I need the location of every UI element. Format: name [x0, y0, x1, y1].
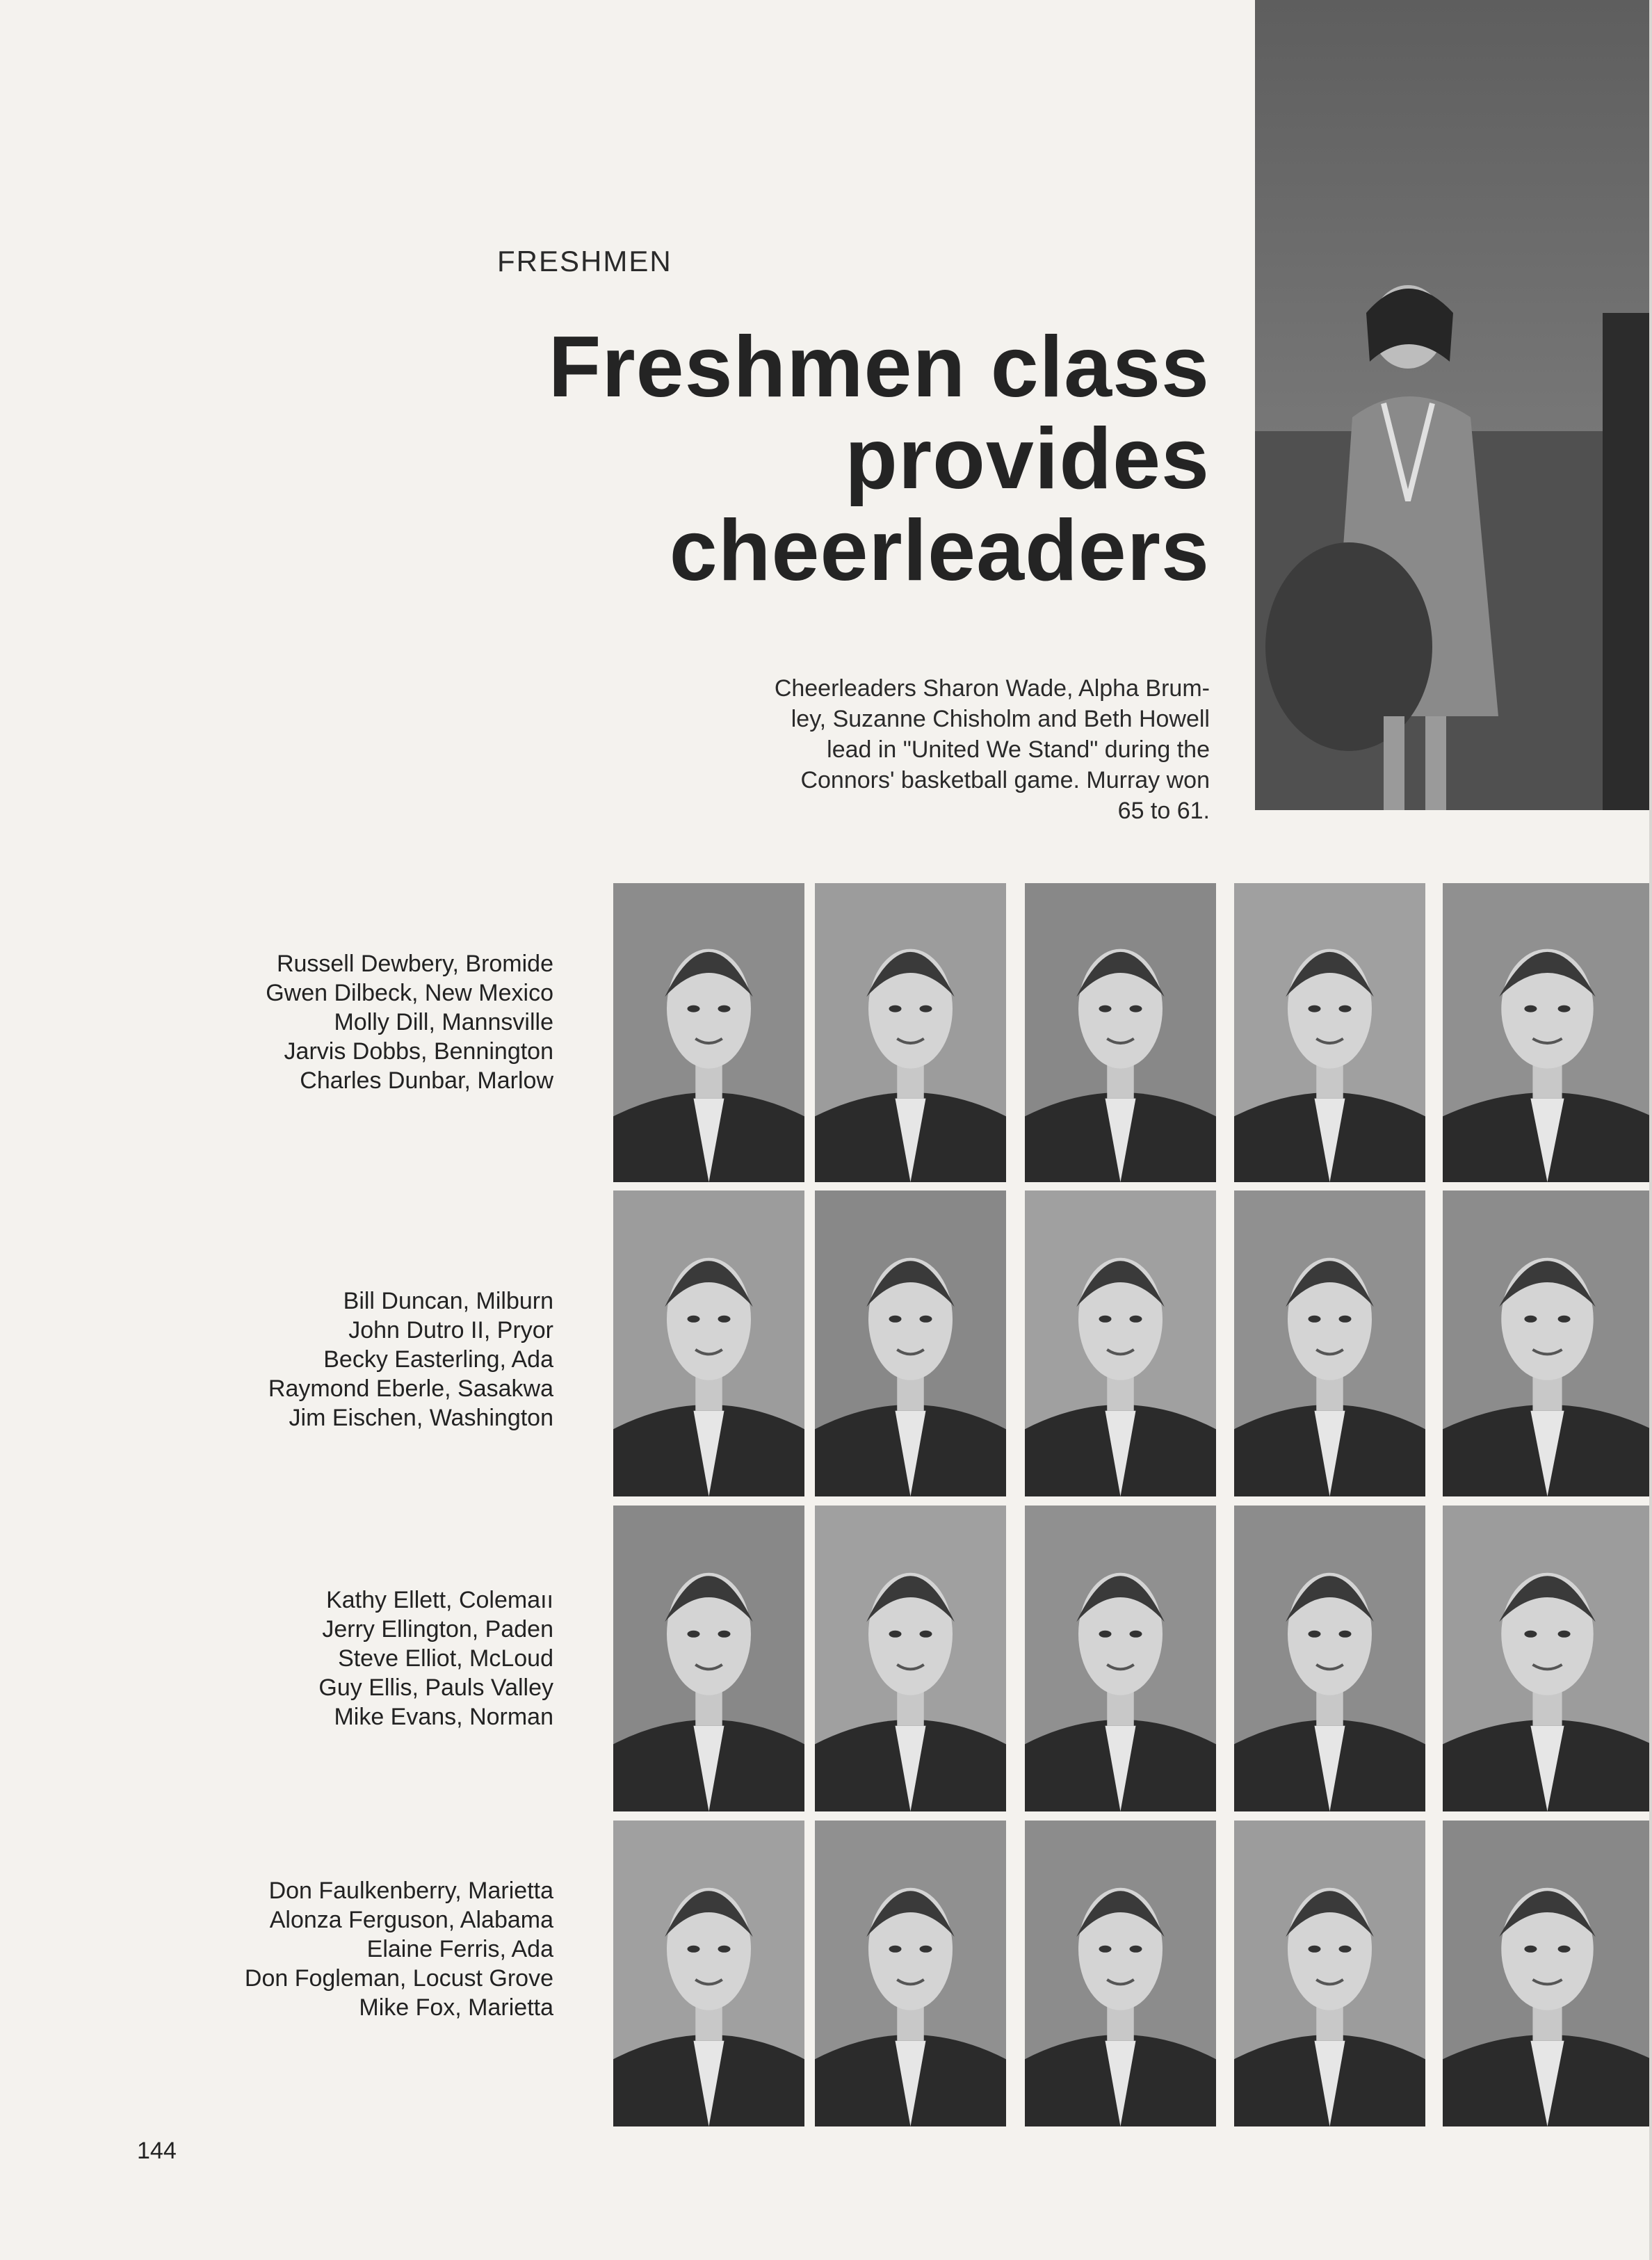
name-list — [67, 949, 553, 1095]
headline — [375, 321, 1210, 597]
caption-line: lead in "United We Stand" during the — [827, 736, 1210, 763]
cheerleader-photo — [1255, 0, 1652, 810]
name-list — [67, 1286, 553, 1432]
name-entry: Gwen Dilbeck, New Mexico — [266, 980, 553, 1006]
name-entry: John Dutro II, Pryor — [348, 1317, 553, 1343]
portrait-photo — [1234, 883, 1425, 1182]
photo-caption — [640, 673, 1210, 826]
portrait-photo — [1025, 883, 1216, 1182]
portrait-photo — [613, 1190, 804, 1496]
caption-line: ley, Suzanne Chisholm and Beth Howell — [791, 706, 1210, 732]
name-entry: Don Fogleman, Locust Grove — [244, 1965, 553, 1992]
portrait-photo — [815, 1821, 1006, 2126]
name-list — [67, 1876, 553, 2022]
name-entry: Raymond Eberle, Sasakwa — [268, 1375, 553, 1402]
name-entry: Steve Elliot, McLoud — [338, 1645, 553, 1672]
portrait-photo — [1234, 1506, 1425, 1811]
caption-line: Cheerleaders Sharon Wade, Alpha Brum- — [774, 675, 1210, 702]
section-label: FRESHMEN — [497, 245, 672, 277]
name-entry: Bill Duncan, Milburn — [343, 1288, 553, 1314]
name-entry: Guy Ellis, Pauls Valley — [318, 1674, 553, 1701]
name-entry: Molly Dill, Mannsville — [334, 1009, 553, 1035]
portrait-photo — [1025, 1190, 1216, 1496]
caption-line: 65 to 61. — [1117, 798, 1210, 824]
portrait-photo — [815, 1190, 1006, 1496]
name-list — [67, 1585, 553, 1732]
page-number: 144 — [137, 2138, 177, 2164]
portrait-photo — [1025, 1506, 1216, 1811]
portrait-photo — [1443, 1506, 1652, 1811]
name-entry: Elaine Ferris, Ada — [366, 1936, 553, 1962]
portrait-photo — [1234, 1821, 1425, 2126]
name-entry: Jarvis Dobbs, Bennington — [284, 1038, 553, 1065]
name-entry: Mike Fox, Marietta — [359, 1994, 553, 2021]
name-entry: Don Faulkenberry, Marietta — [268, 1878, 553, 1904]
name-entry: Mike Evans, Norman — [334, 1704, 553, 1730]
portrait-photo — [613, 1506, 804, 1811]
portrait-photo — [1443, 1190, 1652, 1496]
name-entry: Jerry Ellington, Paden — [322, 1616, 553, 1642]
headline-line: cheerleaders — [669, 503, 1210, 599]
name-entry: Becky Easterling, Ada — [323, 1346, 553, 1373]
name-entry: Jim Eischen, Washington — [289, 1405, 553, 1431]
portrait-photo — [815, 883, 1006, 1182]
portrait-photo — [1443, 883, 1652, 1182]
headline-line: Freshmen class — [548, 319, 1210, 415]
portrait-photo — [1234, 1190, 1425, 1496]
portrait-photo — [1025, 1821, 1216, 2126]
portrait-photo — [613, 883, 804, 1182]
name-entry: Charles Dunbar, Marlow — [300, 1067, 553, 1094]
caption-line: Connors' basketball game. Murray won — [800, 767, 1210, 793]
headline-line: provides — [845, 411, 1210, 507]
name-entry: Russell Dewbery, Bromide — [276, 951, 553, 977]
name-entry: Alonza Ferguson, Alabama — [269, 1907, 553, 1933]
page-edge — [1649, 0, 1652, 2260]
portrait-photo — [1443, 1821, 1652, 2126]
name-entry: Kathy Ellett, Colemaıı — [326, 1587, 553, 1613]
portrait-photo — [613, 1821, 804, 2126]
portrait-photo — [815, 1506, 1006, 1811]
